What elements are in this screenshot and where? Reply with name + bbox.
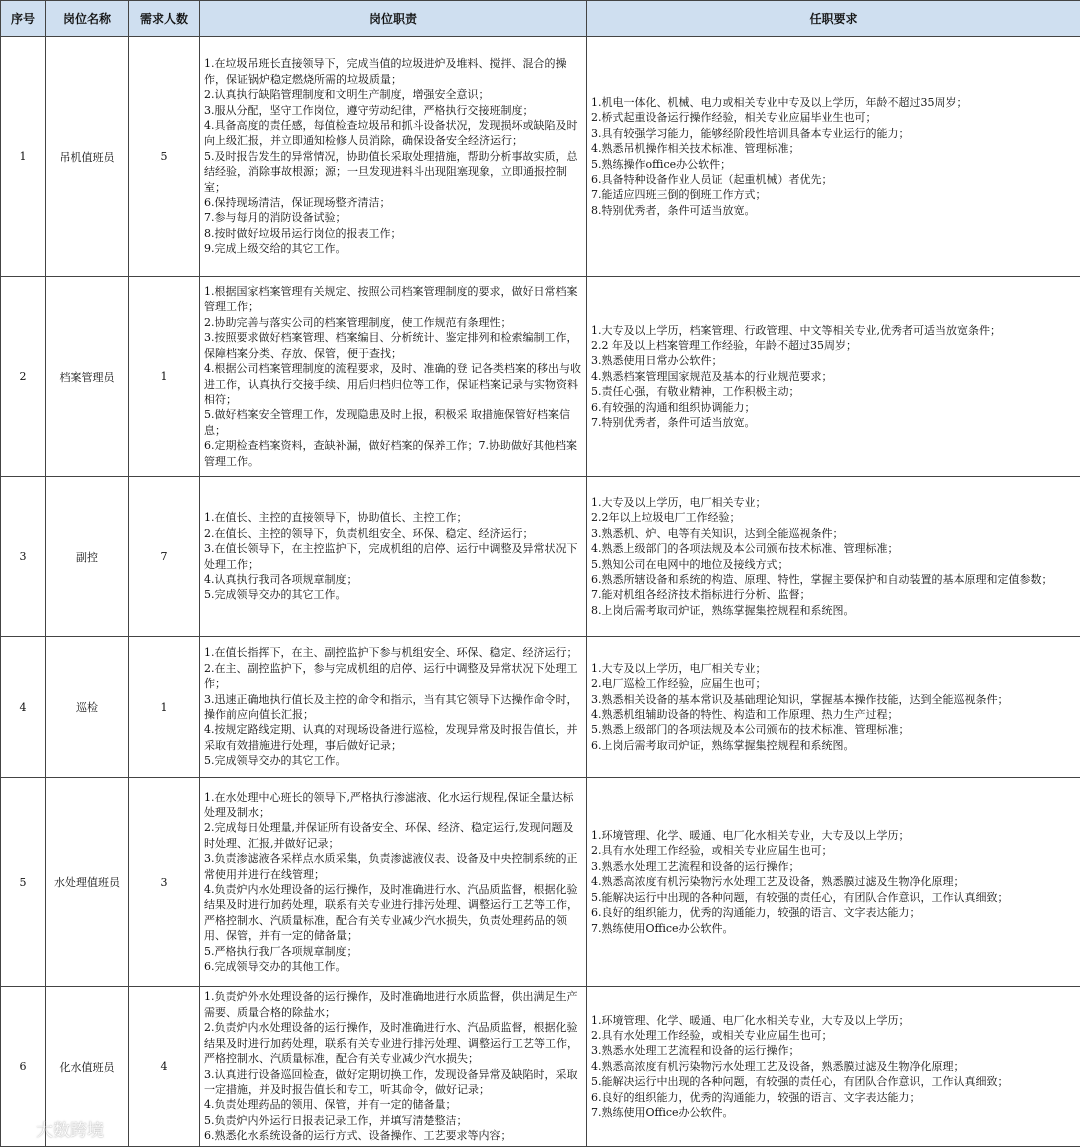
requirement-item: 4.熟悉吊机操作相关技术标准、管理标准；	[591, 141, 1076, 156]
duty-item: 4.负责炉内水处理设备的运行操作，及时准确进行水、汽品质监督，根据化验结果及时进行加药处理，联系有关专业进行排污处理、调整运行工艺等工作，严格控制水、汽质量标准，配合有关专业减少汽水损失，负责处理药品的领用、保管，并有一定的储备量；	[204, 882, 582, 944]
table-row	[1, 37, 1080, 277]
requirement-item: 2.具有水处理工作经验，或相关专业应届生也可；	[591, 1028, 1076, 1043]
requirements-cell	[587, 637, 1080, 778]
requirements-cell	[587, 277, 1080, 477]
requirement-item: 2.具有水处理工作经验，或相关专业应届生也可；	[591, 843, 1076, 858]
headcount: 5	[129, 37, 200, 277]
row-number: 1	[1, 37, 46, 277]
duty-item: 4.负责处理药品的领用、保管，并有一定的储备量；	[204, 1097, 582, 1112]
position-name: 化水值班员	[46, 987, 129, 1147]
row-number: 5	[1, 778, 46, 987]
requirement-item: 3.熟悉机、炉、电等有关知识，达到全能巡视条件；	[591, 526, 1076, 541]
duty-item: 5.完成领导交办的其它工作。	[204, 587, 582, 602]
requirement-item: 3.熟悉水处理工艺流程和设备的运行操作；	[591, 859, 1076, 874]
duty-item: 1.在值长、主控的直接领导下，协助值长、主控工作；	[204, 510, 582, 525]
table-row	[1, 987, 1080, 1147]
position-name: 水处理值班员	[46, 778, 129, 987]
duty-item: 5.完成领导交办的其它工作。	[204, 753, 582, 768]
position-name: 档案管理员	[46, 277, 129, 477]
headcount: 7	[129, 477, 200, 637]
position-name: 吊机值班员	[46, 37, 129, 277]
duty-item: 3.负责渗滤液各采样点水质采集，负责渗滤液仪表、设备及中央控制系统的正常使用并进行在线管理；	[204, 851, 582, 882]
duty-item: 2.认真执行缺陷管理制度和文明生产制度，增强安全意识；	[204, 87, 582, 102]
duty-item: 2.负责炉内水处理设备的运行操作，及时准确进行水、汽品质监督，根据化验结果及时进行加药处理，联系有关专业进行排污处理、调整运行工艺等工作，严格控制水、汽质量标准，配合有关专业减少汽水损失；	[204, 1020, 582, 1066]
duty-item: 7.参与每月的消防设备试验；	[204, 210, 582, 225]
requirements-cell	[587, 37, 1080, 277]
requirement-item: 1.大专及以上学历，电厂相关专业；	[591, 495, 1076, 510]
requirement-item: 8.特别优秀者，条件可适当放宽。	[591, 203, 1076, 218]
watermark	[6, 1116, 104, 1141]
duties-cell	[200, 778, 587, 987]
row-number: 3	[1, 477, 46, 637]
requirement-item: 1.环境管理、化学、暖通、电厂化水相关专业，大专及以上学历；	[591, 1013, 1076, 1028]
requirement-item: 2.电厂巡检工作经验，应届生也可；	[591, 676, 1076, 691]
header-duties: 岗位职责	[200, 1, 587, 37]
duty-item: 4.按规定路线定期、认真的对现场设备进行巡检，发现异常及时报告值长，并采取有效措施进行处理，事后做好记录；	[204, 722, 582, 753]
requirement-item: 1.大专及以上学历，电厂相关专业；	[591, 661, 1076, 676]
table-header-row	[1, 1, 1080, 37]
duty-item: 4.认真执行我司各项规章制度；	[204, 572, 582, 587]
duty-item: 2.在值长、主控的领导下，负责机组安全、环保、稳定、经济运行；	[204, 526, 582, 541]
requirement-item: 2.桥式起重设备运行操作经验，相关专业应届毕业生也可；	[591, 110, 1076, 125]
headcount: 3	[129, 778, 200, 987]
duty-item: 6.保持现场清洁，保证现场整齐清洁；	[204, 195, 582, 210]
requirements-cell	[587, 778, 1080, 987]
requirement-item: 8.上岗后需考取司炉证，熟练掌握集控规程和系统图。	[591, 603, 1076, 618]
row-number: 2	[1, 277, 46, 477]
requirement-item: 6.良好的组织能力，优秀的沟通能力，较强的语言、文字表达能力；	[591, 905, 1076, 920]
requirement-item: 5.能解决运行中出现的各种问题，有较强的责任心，有团队合作意识，工作认真细致；	[591, 1074, 1076, 1089]
duty-item: 5.及时报告发生的异常情况，协助值长采取处理措施，帮助分析事故实质，总结经验，消除事故根源；源；一旦发现进料斗出现阻塞现象，立即通报控制室；	[204, 149, 582, 195]
requirement-item: 5.能解决运行中出现的各种问题，有较强的责任心，有团队合作意识，工作认真细致；	[591, 890, 1076, 905]
duties-cell	[200, 477, 587, 637]
requirement-item: 1.机电一体化、机械、电力或相关专业中专及以上学历，年龄不超过35周岁；	[591, 95, 1076, 110]
requirement-item: 6.上岗后需考取司炉证，熟练掌握集控规程和系统图。	[591, 738, 1076, 753]
duty-item: 5.做好档案安全管理工作，发现隐患及时上报，积极采 取措施保管好档案信息；	[204, 407, 582, 438]
requirement-item: 3.熟悉相关设备的基本常识及基础理论知识，掌握基本操作技能，达到全能巡视条件；	[591, 692, 1076, 707]
requirement-item: 6.熟悉所辖设备和系统的构造、原理、特性，掌握主要保护和自动装置的基本原理和定值参数；	[591, 572, 1076, 587]
duties-cell	[200, 37, 587, 277]
requirement-item: 7.熟练使用Office办公软件。	[591, 921, 1076, 936]
requirement-item: 4.熟悉高浓度有机污染物污水处理工艺及设备，熟悉膜过滤及生物净化原理；	[591, 1059, 1076, 1074]
requirement-item: 2.2 年及以上档案管理工作经验，年龄不超过35周岁；	[591, 338, 1076, 353]
header-requirements: 任职要求	[587, 1, 1080, 37]
requirement-item: 6.良好的组织能力，优秀的沟通能力，较强的语言、文字表达能力；	[591, 1090, 1076, 1105]
header-position: 岗位名称	[46, 1, 129, 37]
duty-item: 6.定期检查档案资料，查缺补漏，做好档案的保养工作；7.协助做好其他档案管理工作。	[204, 438, 582, 469]
duty-item: 8.按时做好垃圾吊运行岗位的报表工作；	[204, 226, 582, 241]
duties-cell	[200, 277, 587, 477]
duty-item: 1.在垃圾吊班长直接领导下，完成当值的垃圾进炉及堆料、搅拌、混合的操作，保证锅炉稳定燃烧所需的垃圾质量；	[204, 56, 582, 87]
requirement-item: 3.具有较强学习能力，能够经阶段性培训具备本专业运行的能力；	[591, 126, 1076, 141]
requirement-item: 5.熟知公司在电网中的地位及接线方式；	[591, 557, 1076, 572]
duties-cell	[200, 987, 587, 1147]
requirement-item: 5.熟练操作office办公软件；	[591, 157, 1076, 172]
duty-item: 1.根据国家档案管理有关规定、按照公司档案管理制度的要求，做好日常档案管理工作；	[204, 284, 582, 315]
duty-item: 3.按照要求做好档案管理、档案编目、分析统计、鉴定排列和检索编制工作，保障档案分类、存放、保管，便于查找；	[204, 330, 582, 361]
requirement-item: 4.熟悉档案管理国家规范及基本的行业规范要求；	[591, 369, 1076, 384]
requirement-item: 1.大专及以上学历，档案管理、行政管理、中文等相关专业,优秀者可适当放宽条件；	[591, 323, 1076, 338]
duty-item: 1.在水处理中心班长的领导下,严格执行渗滤液、化水运行规程,保证全量达标处理及制水；	[204, 790, 582, 821]
requirement-item: 7.能对机组各经济技术指标进行分析、监督；	[591, 587, 1076, 602]
duty-item: 3.迅速正确地执行值长及主控的命令和指示，当有其它领导下达操作命令时，操作前应向值长汇报；	[204, 692, 582, 723]
row-number: 4	[1, 637, 46, 778]
requirement-item: 7.特别优秀者，条件可适当放宽。	[591, 415, 1076, 430]
duty-item: 4.根据公司档案管理制度的流程要求，及时、准确的登 记各类档案的移出与收进工作，认真执行交接手续、用后归档归位等工作，保证档案记录与实物资料相符；	[204, 361, 582, 407]
row-number: 6	[1, 987, 46, 1147]
requirement-item: 7.能适应四班三倒的倒班工作方式；	[591, 187, 1076, 202]
headcount: 1	[129, 277, 200, 477]
duty-item: 3.服从分配，坚守工作岗位，遵守劳动纪律，严格执行交接班制度；	[204, 103, 582, 118]
watermark-text: 大数跨境	[36, 1116, 104, 1141]
duty-item: 1.负责炉外水处理设备的运行操作，及时准确地进行水质监督，供出满足生产需要、质量合格的除盐水；	[204, 989, 582, 1020]
duty-item: 5.严格执行我厂各项规章制度；	[204, 944, 582, 959]
duty-item: 1.在值长指挥下，在主、副控监护下参与机组安全、环保、稳定、经济运行；2.在主、副控监护下，参与完成机组的启停、运行中调整及异常状况下处理工作；	[204, 645, 582, 691]
headcount: 1	[129, 637, 200, 778]
duty-item: 9.完成上级交给的其它工作。	[204, 241, 582, 256]
requirement-item: 3.熟悉使用日常办公软件；	[591, 353, 1076, 368]
duties-cell	[200, 637, 587, 778]
requirements-cell	[587, 987, 1080, 1147]
duty-item: 6.完成领导交办的其他工作。	[204, 959, 582, 974]
requirement-item: 5.责任心强，有敬业精神，工作积极主动；	[591, 384, 1076, 399]
table-row	[1, 477, 1080, 637]
brand-logo-icon	[6, 1118, 32, 1140]
requirement-item: 6.具备特种设备作业人员证（起重机械）者优先；	[591, 172, 1076, 187]
table-row	[1, 637, 1080, 778]
requirement-item: 4.熟悉上级部门的各项法规及本公司颁布技术标准、管理标准；	[591, 541, 1076, 556]
position-name: 副控	[46, 477, 129, 637]
duty-item: 3.认真进行设备巡回检查，做好定期切换工作，发现设备异常及缺陷时，采取一定措施，并及时报告值长和专工，听其命令，做好记录；	[204, 1067, 582, 1098]
requirement-item: 1.环境管理、化学、暖通、电厂化水相关专业，大专及以上学历；	[591, 828, 1076, 843]
requirement-item: 4.熟悉机组辅助设备的特性、构造和工作原理、热力生产过程；	[591, 707, 1076, 722]
requirement-item: 7.熟练使用Office办公软件。	[591, 1105, 1076, 1120]
table-body	[1, 37, 1080, 1147]
position-name: 巡检	[46, 637, 129, 778]
requirement-item: 5.熟悉上级部门的各项法规及本公司颁布的技术标准、管理标准；	[591, 722, 1076, 737]
requirement-item: 4.熟悉高浓度有机污染物污水处理工艺及设备，熟悉膜过滤及生物净化原理；	[591, 874, 1076, 889]
duty-item: 5.负责炉内外运行日报表记录工作，并填写清楚整洁；	[204, 1113, 582, 1128]
duty-item: 4.具备高度的责任感，每值检查垃圾吊和抓斗设备状况，发现损坏或缺陷及时向上级汇报，并立即通知检修人员消除，确保设备安全经济运行；	[204, 118, 582, 149]
table-row	[1, 778, 1080, 987]
duty-item: 3.在值长领导下，在主控监护下，完成机组的启停、运行中调整及异常状况下处理工作；	[204, 541, 582, 572]
header-no: 序号	[1, 1, 46, 37]
headcount: 4	[129, 987, 200, 1147]
duty-item: 6.熟悉化水系统设备的运行方式、设备操作、工艺要求等内容；	[204, 1128, 582, 1143]
table-row	[1, 277, 1080, 477]
header-count: 需求人数	[129, 1, 200, 37]
duty-item: 2.协助完善与落实公司的档案管理制度，使工作规范有条理性；	[204, 315, 582, 330]
duty-item: 2.完成每日处理量,并保证所有设备安全、环保、经济、稳定运行,发现问题及时处理、汇报,并做好记录；	[204, 820, 582, 851]
requirements-cell	[587, 477, 1080, 637]
requirement-item: 6.有较强的沟通和组织协调能力；	[591, 400, 1076, 415]
requirement-item: 3.熟悉水处理工艺流程和设备的运行操作；	[591, 1043, 1076, 1058]
requirement-item: 2.2年以上垃圾电厂工作经验；	[591, 510, 1076, 525]
